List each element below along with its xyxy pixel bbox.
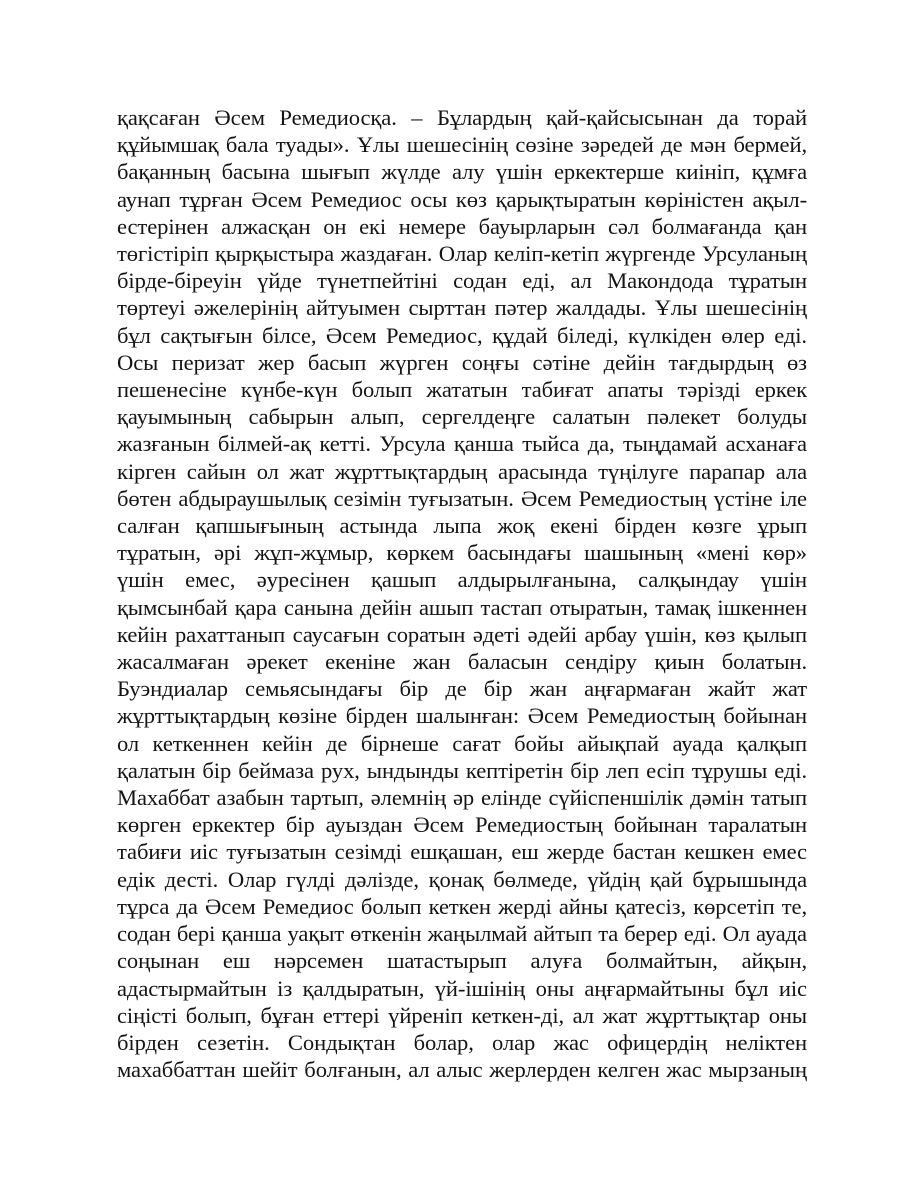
text-line: бақанның басына шығып жүлде алу үшін еркектерше киініп, құмға xyxy=(117,159,807,185)
text-line: сіңісті болып, бұған еттері үйреніп кеткен-ді, ал жат жұрттықтар оны xyxy=(117,1002,807,1028)
text-line: көрген еркектер бір ауыздан Әсем Ремедиостың бойынан таралатын xyxy=(117,812,807,838)
text-line: адастырмайтын із қалдыратын, үй-ішінің оны аңғармайтыны бұл иіс xyxy=(117,975,807,1001)
text-line: кейін рахаттанып саусағын соратын әдеті әдейі арбау үшін, көз қылып xyxy=(117,621,807,647)
text-line: ол кеткеннен кейін де бірнеше сағат бойы айықпай ауада қалқып xyxy=(117,730,807,756)
text-line: Осы перизат жер басып жүрген соңғы сәтіне дейін тағдырдың өз xyxy=(117,349,807,375)
text-line: салған қапшығының астында лыпа жоқ екені бірден көзге ұрып xyxy=(117,513,807,539)
text-line: бірден сезетін. Сондықтан болар, олар жас офицердің неліктен xyxy=(117,1029,807,1055)
text-line: кірген сайын ол жат жұрттықтардың арасында түңілуге парапар ала xyxy=(117,458,807,484)
text-line: қымсынбай қара санына дейін ашып тастап отыратын, тамақ ішкеннен xyxy=(117,594,807,620)
text-line: махаббаттан шейіт болғанын, ал алыс жерлерден келген жас мырзаның xyxy=(117,1057,807,1083)
text-line: тұрса да Әсем Ремедиос болып кеткен жерді айны қатесіз, көрсетіп те, xyxy=(117,893,807,919)
text-line: қауымының сабырын алып, сергелдеңге салатын пәлекет болуды xyxy=(117,404,807,430)
text-line: тұратын, әрі жұп-жұмыр, көркем басындағы шашының «мені көр» xyxy=(117,540,807,566)
text-line: бұл сақтығын білсе, Әсем Ремедиос, құдай біледі, күлкіден өлер еді. xyxy=(117,322,807,348)
text-line: пешенесіне күнбе-күн болып жататын табиғат апаты тәрізді еркек xyxy=(117,377,807,403)
text-line: қалатын бір беймаза рух, ындынды кептіретін бір леп есіп тұрушы еді. xyxy=(117,757,807,783)
text-line: Буэндиалар семьясындағы бір де бір жан аңғармаған жайт жат xyxy=(117,676,807,702)
text-line: төгістіріп қырқыстыра жаздаған. Олар келіп-кетіп жүргенде Урсуланың xyxy=(117,241,807,267)
text-line: қақсаған Әсем Ремедиосқа. – Бұлардың қай-қайсысынан да торай xyxy=(117,105,807,130)
text-line: соңынан еш нәрсемен шатастырып алуға болмайтын, айқын, xyxy=(117,948,807,974)
text-line: жұрттықтардың көзіне бірден шалынған: Әсем Ремедиостың бойынан xyxy=(117,703,807,729)
text-line: аунап тұрған Әсем Ремедиос осы көз қарықтыратын көріністен ақыл- xyxy=(117,186,807,212)
text-line: бірде-біреуін үйде түнетпейтіні содан еді, ал Макондода тұратын xyxy=(117,268,807,294)
text-line: едік десті. Олар гүлді дәлізде, қонақ бөлмеде, үйдің қай бұрышында xyxy=(117,866,807,892)
text-line: үшін емес, әуресінен қашып алдырылғанына, салқындау үшін xyxy=(117,567,807,593)
text-line: жасалмаған әрекет екеніне жан баласын сендіру қиын болатын. xyxy=(117,649,807,675)
body-text xyxy=(117,104,807,1083)
text-line: естерінен алжасқан он екі немере бауырларын сәл болмағанда қан xyxy=(117,213,807,239)
text-line: бөтен абдыраушылық сезімін туғызатын. Әсем Ремедиостың үстіне іле xyxy=(117,485,807,511)
text-line: құйымшақ бала туады». Ұлы шешесінің сөзіне зәредей де мән бермей, xyxy=(117,132,807,158)
text-line: содан бері қанша уақыт өткенін жаңылмай айтып та берер еді. Ол ауада xyxy=(117,921,807,947)
text-line: Махаббат азабын тартып, әлемнің әр елінде сүйіспеншілік дәмін татып xyxy=(117,785,807,811)
text-line: табиғи иіс туғызатын сезімді ешқашан, еш жерде бастан кешкен емес xyxy=(117,839,807,865)
text-line: төртеуі әжелерінің айтуымен сырттан пәтер жалдады. Ұлы шешесінің xyxy=(117,295,807,321)
text-line: жазғанын білмей-ақ кетті. Урсула қанша тыйса да, тыңдамай асханаға xyxy=(117,431,807,457)
